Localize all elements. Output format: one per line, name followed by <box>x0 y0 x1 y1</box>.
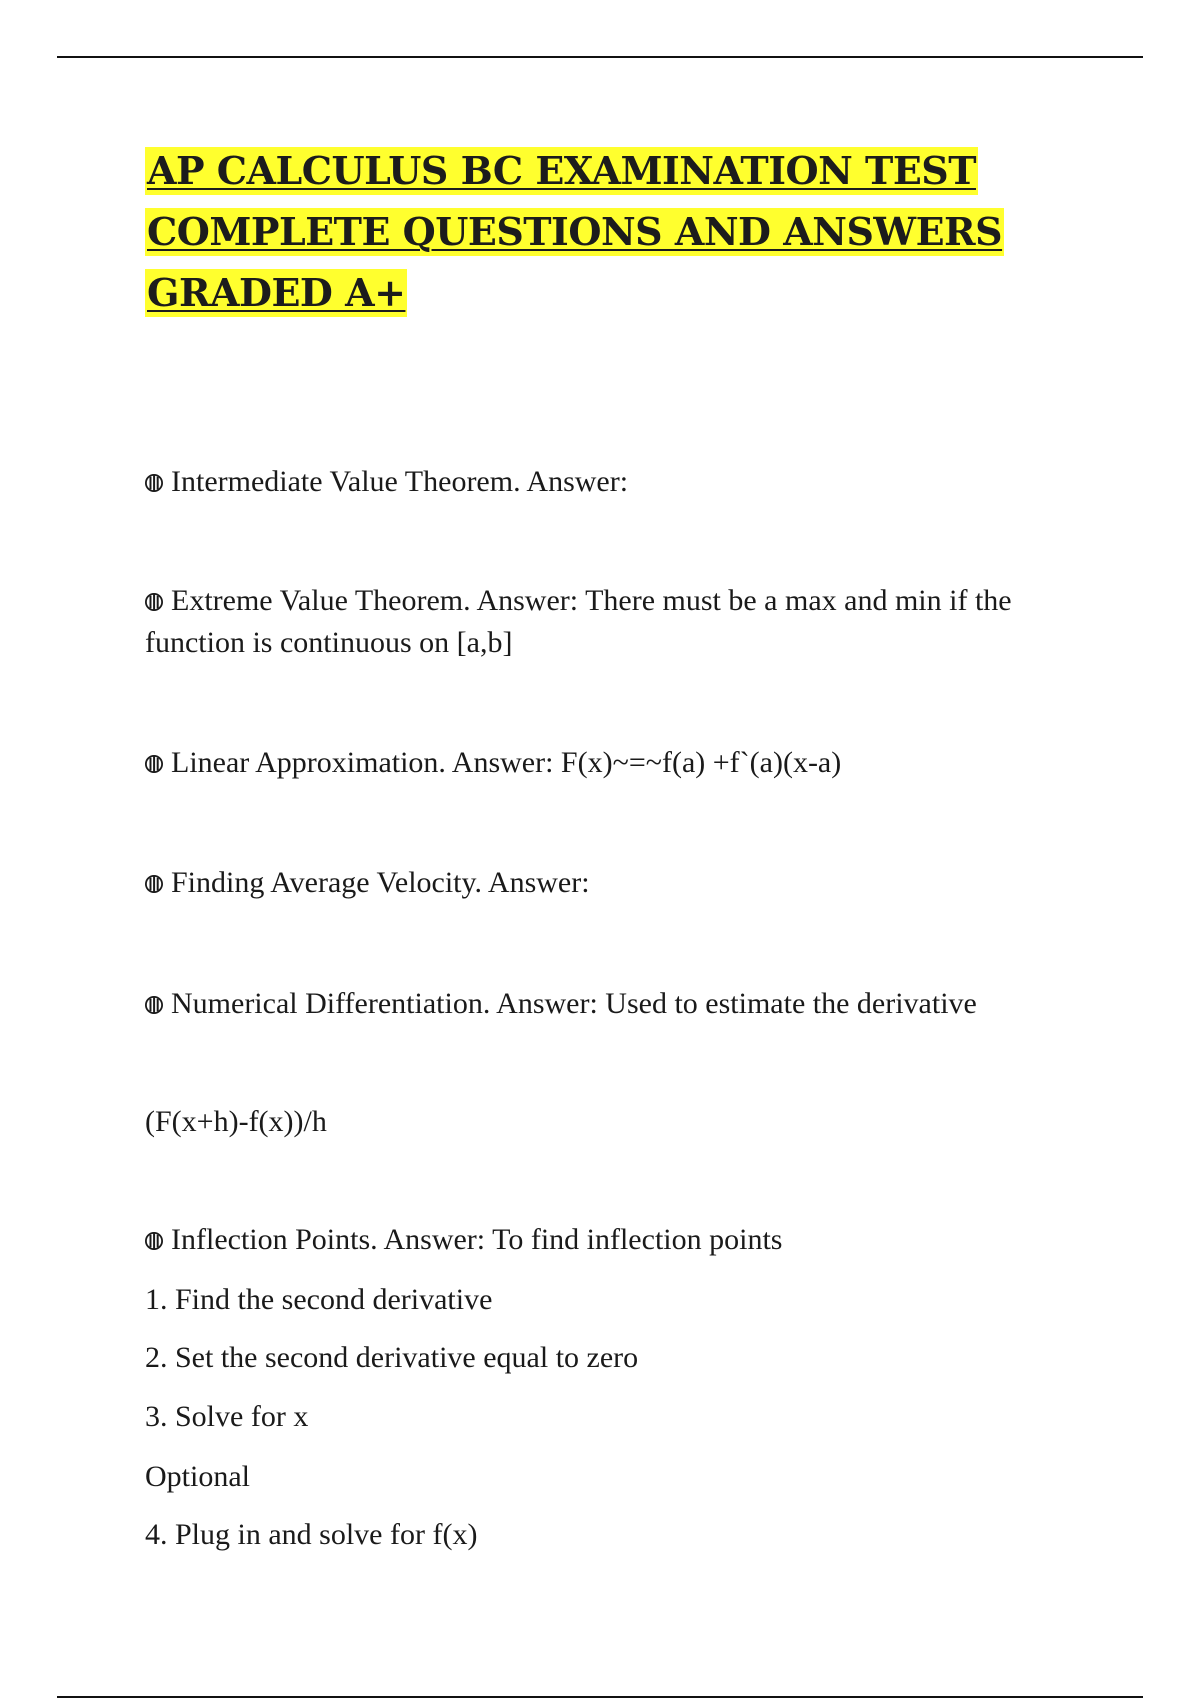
striped-circle-icon <box>145 996 163 1014</box>
qa-item-text: Intermediate Value Theorem. Answer: <box>171 465 629 498</box>
title-line-3: GRADED A+ <box>147 270 406 315</box>
qa-item-text: Extreme Value Theorem. Answer: There must be a max and min if the function is continuous on [a,b] <box>145 584 1012 659</box>
title-line-1: AP CALCULUS BC EXAMINATION TEST <box>147 148 976 193</box>
qa-item-linear-approximation <box>145 742 1065 784</box>
qa-item-intermediate-value <box>145 461 1065 503</box>
qa-item-text: Inflection Points. Answer: To find inflection points <box>171 1223 783 1256</box>
list-item: Optional <box>145 1460 250 1493</box>
qa-item-text: Linear Approximation. Answer: F(x)~=~f(a) +f`(a)(x-a) <box>171 746 842 779</box>
list-item: 4. Plug in and solve for f(x) <box>145 1518 478 1551</box>
list-item: 1. Find the second derivative <box>145 1283 493 1316</box>
top-rule <box>57 56 1143 58</box>
qa-item-average-velocity <box>145 862 1065 904</box>
striped-circle-icon <box>145 593 163 611</box>
qa-item-extreme-value <box>145 580 1065 664</box>
formula-line: (F(x+h)-f(x))/h <box>145 1105 327 1138</box>
striped-circle-icon <box>145 474 163 492</box>
qa-item-text: Finding Average Velocity. Answer: <box>171 866 590 899</box>
list-item: 3. Solve for x <box>145 1400 309 1433</box>
qa-item-text: Numerical Differentiation. Answer: Used to estimate the derivative <box>171 987 977 1020</box>
document-title <box>145 140 1095 323</box>
qa-item-inflection-points <box>145 1219 1065 1261</box>
striped-circle-icon <box>145 755 163 773</box>
list-item: 2. Set the second derivative equal to zero <box>145 1341 639 1374</box>
striped-circle-icon <box>145 875 163 893</box>
striped-circle-icon <box>145 1232 163 1250</box>
qa-item-numerical-differentiation <box>145 983 1065 1025</box>
bottom-rule <box>57 1696 1143 1698</box>
title-line-2: COMPLETE QUESTIONS AND ANSWERS <box>147 209 1003 254</box>
